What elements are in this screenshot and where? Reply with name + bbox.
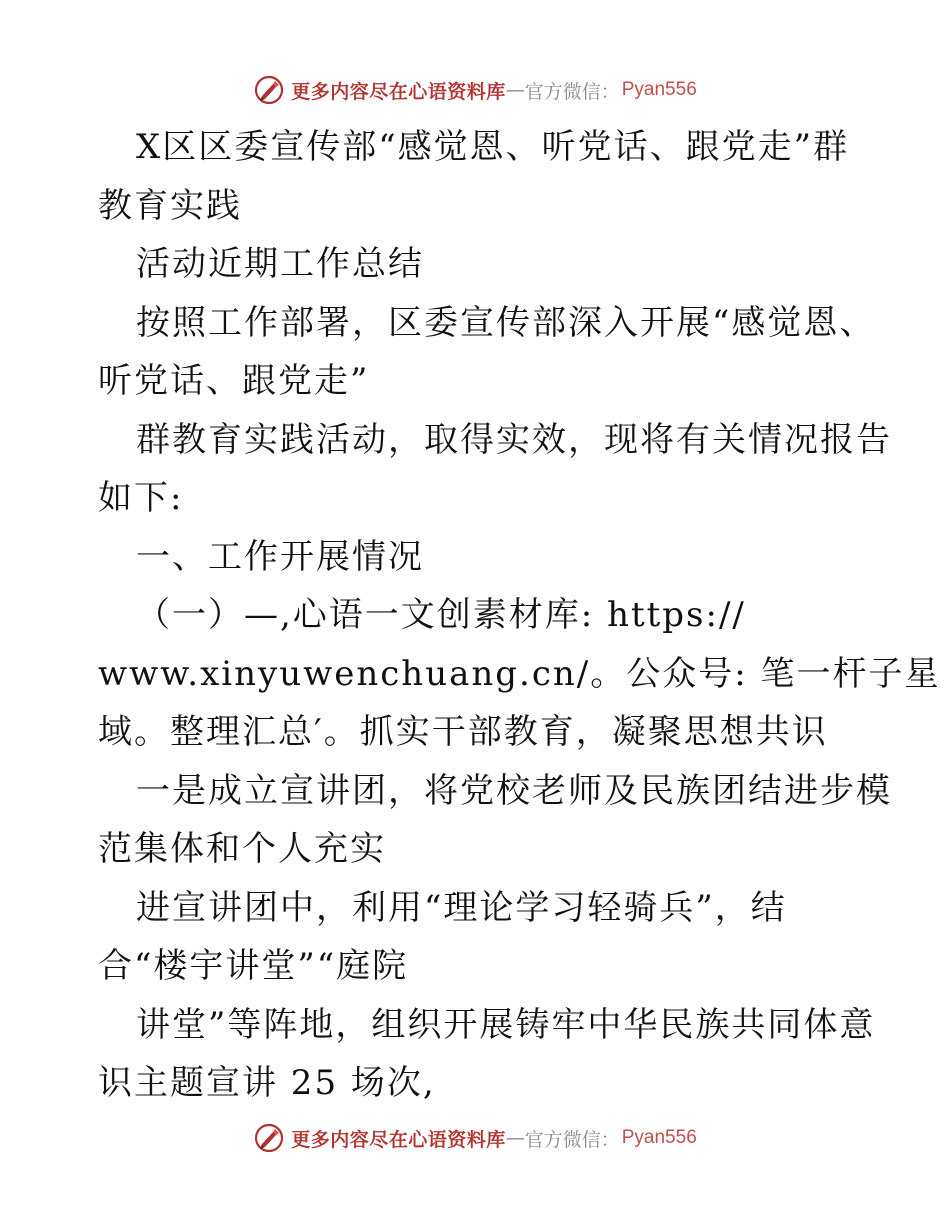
text-line: 讲堂”等阵地，组织开展铸牢中华民族共同体意 (136, 1004, 876, 1045)
text-line: X区区委宣传部“感觉恩、听党话、跟党走”群 (136, 127, 849, 167)
text-line: 合“楼宇讲堂”“庭院 (98, 946, 409, 986)
watermark-separator: — (505, 1127, 525, 1149)
text-line: 识主题宣讲 25 场次, (98, 1063, 436, 1103)
watermark-wechat-id: Pyan556 (621, 79, 697, 100)
watermark-main-text: 更多内容尽在心语资料库 (291, 80, 506, 103)
text-line: 群教育实践活动，取得实效，现将有关情况报告 (136, 419, 892, 460)
watermark-separator: — (505, 79, 525, 101)
text-line: 听党话、跟党走” (98, 361, 370, 401)
footer-watermark (0, 1118, 950, 1158)
document-body (98, 118, 941, 1113)
watermark-main-text: 更多内容尽在心语资料库 (291, 1128, 506, 1151)
text-line: www.xinyuwenchuang.cn/。公众号: 笔一杆子星 (98, 653, 941, 694)
text-line: 范集体和个人充实 (98, 829, 386, 869)
header-watermark (0, 70, 950, 110)
text-line: 进宣讲团中，利用“理论学习轻骑兵”，结 (136, 887, 787, 928)
pen-logo-icon (253, 1122, 285, 1154)
text-line: 如下: (98, 478, 184, 518)
text-line: 按照工作部署，区委宣传部深入开展“感觉恩、 (136, 302, 876, 343)
text-line: 活动近期工作总结 (136, 244, 424, 284)
text-line: 一是成立宣讲团，将党校老师及民族团结进步模 (136, 770, 892, 811)
watermark-official-label: 官方微信： (524, 80, 620, 103)
text-line: 教育实践 (98, 185, 242, 226)
text-line: 一、工作开展情况 (136, 536, 424, 577)
watermark-official-label: 官方微信： (524, 1128, 620, 1151)
watermark-wechat-id: Pyan556 (621, 1127, 697, 1148)
text-line: （一）—,心语一文创素材库: https:// (136, 595, 746, 635)
pen-logo-icon (253, 74, 285, 106)
text-line: 域。整理汇总′。抓实干部教育，凝聚思想共识 (98, 712, 828, 752)
